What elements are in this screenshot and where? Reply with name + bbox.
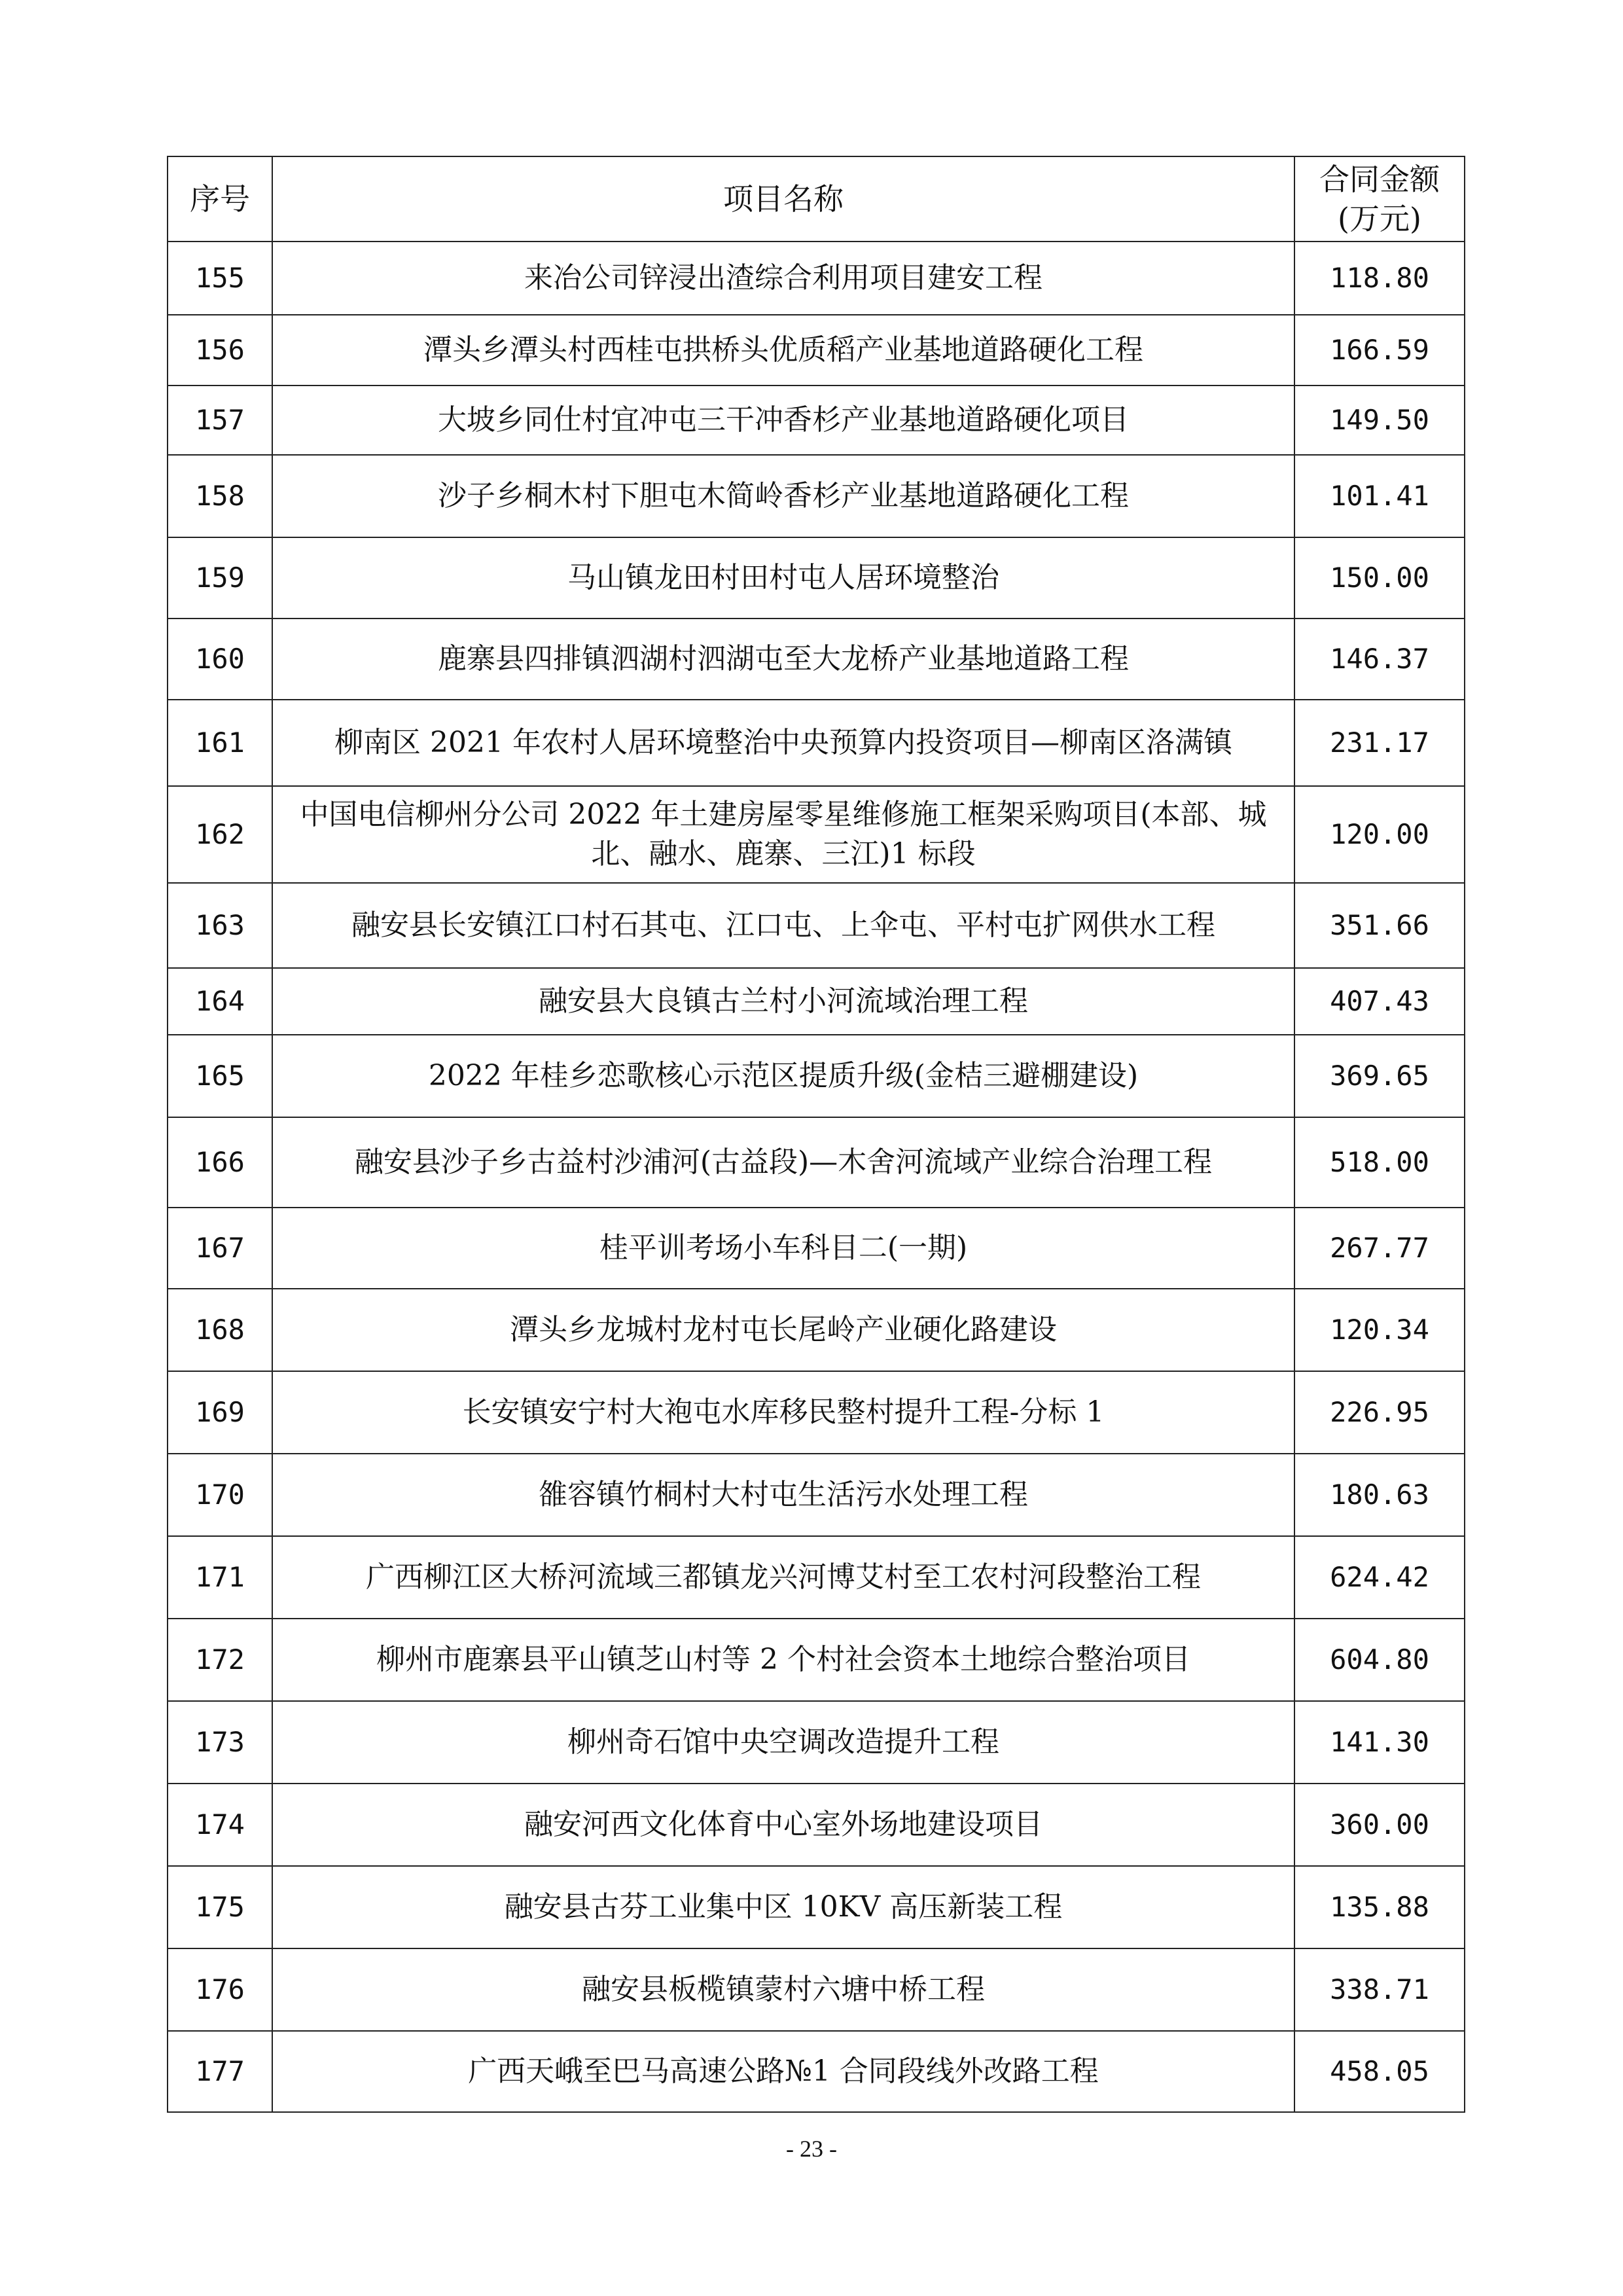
row-index: 171: [168, 1536, 272, 1619]
table-row: [168, 1035, 1465, 1117]
row-index: 165: [168, 1035, 272, 1117]
row-amount: 226.95: [1294, 1371, 1465, 1454]
table-row: [168, 700, 1465, 786]
row-index: 167: [168, 1208, 272, 1289]
row-project-name: 中国电信柳州分公司 2022 年土建房屋零星维修施工框架采购项目(本部、城北、融水、鹿寨、三江)1 标段: [272, 786, 1294, 883]
row-index: 161: [168, 700, 272, 786]
row-amount: 101.41: [1294, 455, 1465, 537]
table-row: [168, 242, 1465, 315]
row-amount: 338.71: [1294, 1948, 1465, 2031]
row-project-name: 柳州市鹿寨县平山镇芝山村等 2 个村社会资本土地综合整治项目: [272, 1619, 1294, 1701]
table-row: [168, 619, 1465, 700]
row-amount: 146.37: [1294, 619, 1465, 700]
row-project-name: 长安镇安宁村大袍屯水库移民整村提升工程-分标 1: [272, 1371, 1294, 1454]
header-contract-amount: [1294, 156, 1465, 242]
row-amount: 518.00: [1294, 1117, 1465, 1208]
row-project-name: 融安县大良镇古兰村小河流域治理工程: [272, 968, 1294, 1035]
row-index: 157: [168, 386, 272, 455]
row-amount: 150.00: [1294, 537, 1465, 619]
row-amount: 149.50: [1294, 386, 1465, 455]
row-project-name: 广西柳江区大桥河流域三都镇龙兴河博艾村至工农村河段整治工程: [272, 1536, 1294, 1619]
header-index: 序号: [168, 156, 272, 242]
row-amount: 624.42: [1294, 1536, 1465, 1619]
row-index: 160: [168, 619, 272, 700]
row-amount: 180.63: [1294, 1454, 1465, 1536]
row-index: 168: [168, 1289, 272, 1371]
row-project-name: 雒容镇竹桐村大村屯生活污水处理工程: [272, 1454, 1294, 1536]
table-row: [168, 1371, 1465, 1454]
table-row: [168, 455, 1465, 537]
row-index: 170: [168, 1454, 272, 1536]
row-project-name: 桂平训考场小车科目二(一期): [272, 1208, 1294, 1289]
row-project-name: 融安县沙子乡古益村沙浦河(古益段)—木舍河流域产业综合治理工程: [272, 1117, 1294, 1208]
row-project-name: 融安河西文化体育中心室外场地建设项目: [272, 1784, 1294, 1866]
table-row: [168, 1948, 1465, 2031]
row-project-name: 广西天峨至巴马高速公路№1 合同段线外改路工程: [272, 2031, 1294, 2112]
row-project-name: 沙子乡桐木村下胆屯木简岭香杉产业基地道路硬化工程: [272, 455, 1294, 537]
table-row: [168, 1866, 1465, 1948]
row-index: 166: [168, 1117, 272, 1208]
row-amount: 141.30: [1294, 1701, 1465, 1784]
row-amount: 231.17: [1294, 700, 1465, 786]
row-project-name: 潭头乡潭头村西桂屯拱桥头优质稻产业基地道路硬化工程: [272, 315, 1294, 386]
row-project-name: 马山镇龙田村田村屯人居环境整治: [272, 537, 1294, 619]
table-header-row: [168, 156, 1465, 242]
table-row: [168, 537, 1465, 619]
row-amount: 118.80: [1294, 242, 1465, 315]
row-project-name: 潭头乡龙城村龙村屯长尾岭产业硬化路建设: [272, 1289, 1294, 1371]
row-amount: 120.34: [1294, 1289, 1465, 1371]
row-index: 159: [168, 537, 272, 619]
row-project-name: 柳州奇石馆中央空调改造提升工程: [272, 1701, 1294, 1784]
row-amount: 458.05: [1294, 2031, 1465, 2112]
header-amount-line1: 合同金额: [1319, 162, 1440, 197]
row-index: 164: [168, 968, 272, 1035]
table-row: [168, 1454, 1465, 1536]
row-index: 162: [168, 786, 272, 883]
header-amount-line2: (万元): [1338, 201, 1421, 236]
row-project-name: 融安县板榄镇蒙村六塘中桥工程: [272, 1948, 1294, 2031]
row-project-name: 来冶公司锌浸出渣综合利用项目建安工程: [272, 242, 1294, 315]
row-amount: 604.80: [1294, 1619, 1465, 1701]
row-index: 156: [168, 315, 272, 386]
row-amount: 135.88: [1294, 1866, 1465, 1948]
row-index: 155: [168, 242, 272, 315]
row-amount: 120.00: [1294, 786, 1465, 883]
row-index: 174: [168, 1784, 272, 1866]
header-project-name: 项目名称: [272, 156, 1294, 242]
row-project-name: 2022 年桂乡恋歌核心示范区提质升级(金桔三避棚建设): [272, 1035, 1294, 1117]
row-project-name: 柳南区 2021 年农村人居环境整治中央预算内投资项目—柳南区洛满镇: [272, 700, 1294, 786]
table-row: [168, 883, 1465, 968]
page-number: - 23 -: [786, 2136, 837, 2162]
row-amount: 166.59: [1294, 315, 1465, 386]
table-row: [168, 1619, 1465, 1701]
contract-table: [167, 156, 1465, 2113]
row-amount: 360.00: [1294, 1784, 1465, 1866]
table-row: [168, 786, 1465, 883]
table-row: [168, 1536, 1465, 1619]
table-row: [168, 1117, 1465, 1208]
table-row: [168, 1784, 1465, 1866]
row-amount: 369.65: [1294, 1035, 1465, 1117]
row-amount: 351.66: [1294, 883, 1465, 968]
row-index: 177: [168, 2031, 272, 2112]
row-index: 169: [168, 1371, 272, 1454]
row-index: 163: [168, 883, 272, 968]
row-index: 173: [168, 1701, 272, 1784]
table-row: [168, 1289, 1465, 1371]
row-project-name: 大坡乡同仕村宜冲屯三干冲香杉产业基地道路硬化项目: [272, 386, 1294, 455]
table-row: [168, 968, 1465, 1035]
table-row: [168, 315, 1465, 386]
row-project-name: 鹿寨县四排镇泗湖村泗湖屯至大龙桥产业基地道路工程: [272, 619, 1294, 700]
row-amount: 407.43: [1294, 968, 1465, 1035]
row-index: 176: [168, 1948, 272, 2031]
row-project-name: 融安县长安镇江口村石其屯、江口屯、上伞屯、平村屯扩网供水工程: [272, 883, 1294, 968]
row-index: 158: [168, 455, 272, 537]
table-row: [168, 2031, 1465, 2112]
table-row: [168, 386, 1465, 455]
table-row: [168, 1701, 1465, 1784]
table-row: [168, 1208, 1465, 1289]
row-index: 172: [168, 1619, 272, 1701]
row-project-name: 融安县古芬工业集中区 10KV 高压新装工程: [272, 1866, 1294, 1948]
row-index: 175: [168, 1866, 272, 1948]
row-amount: 267.77: [1294, 1208, 1465, 1289]
